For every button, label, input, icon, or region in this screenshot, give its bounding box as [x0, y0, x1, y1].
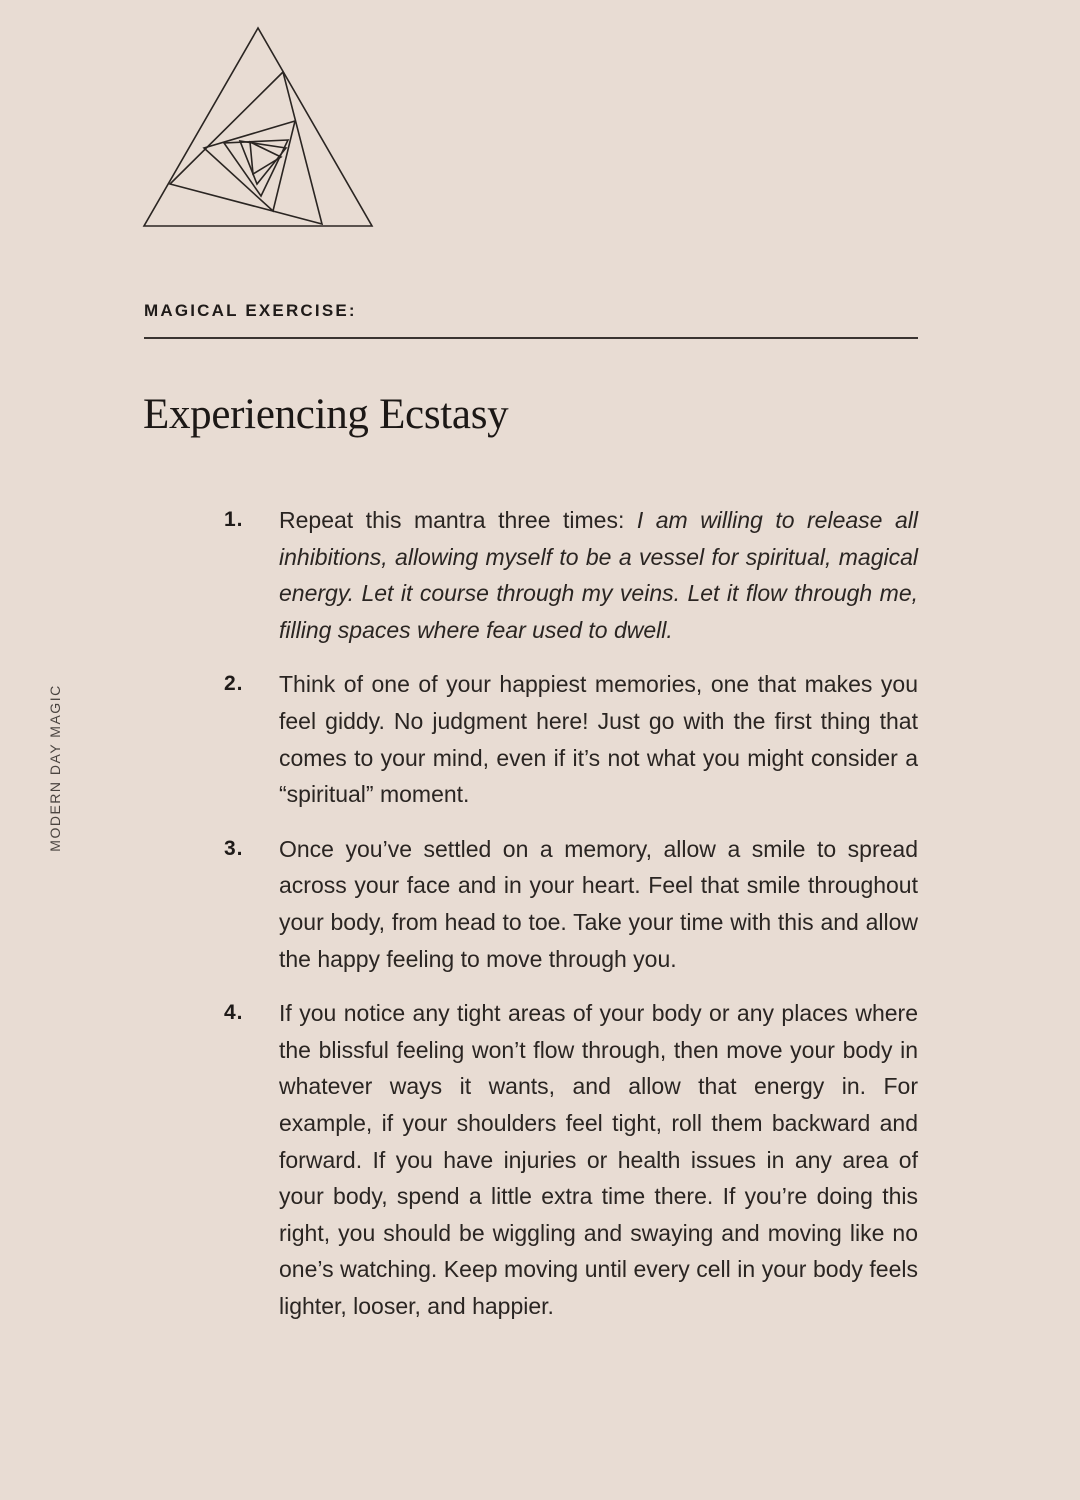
step-text: Repeat this mantra three times:: [279, 507, 637, 533]
spiral-triangle-icon: [140, 24, 380, 234]
step-number: 3.: [224, 836, 244, 860]
section-label: MAGICAL EXERCISE:: [144, 301, 357, 320]
book-running-title: MODERN DAY MAGIC: [47, 684, 63, 852]
step-text: If you notice any tight areas of your body or any places where the blissful feeling won’t flow through, then move your body in whatever ways it wants, and allow that energy in. For example, if your shoulders feel tight, roll them backward and forward. If you have injuries or health issues in any area of your body, spend a little extra time there. If you’re doing this right, you should be wiggling and swaying and moving like no one’s watching. Keep moving until every cell in your body feels lighter, looser, and happier.: [279, 1000, 918, 1319]
step-text: Once you’ve settled on a memory, allow a smile to spread across your face and in your heart. Feel that smile throughout your body, from head to toe. Take your time with this and allow the happy feeling to move through you.: [279, 835, 918, 972]
step-3: [224, 831, 918, 977]
step-number: 2.: [224, 672, 244, 696]
step-1: [224, 502, 918, 648]
mantra-text: I am willing to release all inhibitions, allowing myself to be a vessel for spiritual, magical energy. Let it course through my veins. Let it flow through me, filling spaces where fear used to dwell.: [279, 507, 918, 643]
page-title: Experiencing Ecstasy: [143, 391, 509, 438]
step-4: [224, 995, 918, 1324]
divider: [144, 337, 918, 339]
step-2: [224, 666, 918, 812]
step-number: 1.: [224, 508, 244, 531]
step-number: 4.: [224, 1001, 244, 1025]
step-text: Think of one of your happiest memories, one that makes you feel giddy. No judgment here! Just go with the first thing that comes to your mind, even if it’s not what you might consider a “spiritual” moment.: [279, 671, 918, 808]
exercise-steps: [224, 502, 918, 1342]
